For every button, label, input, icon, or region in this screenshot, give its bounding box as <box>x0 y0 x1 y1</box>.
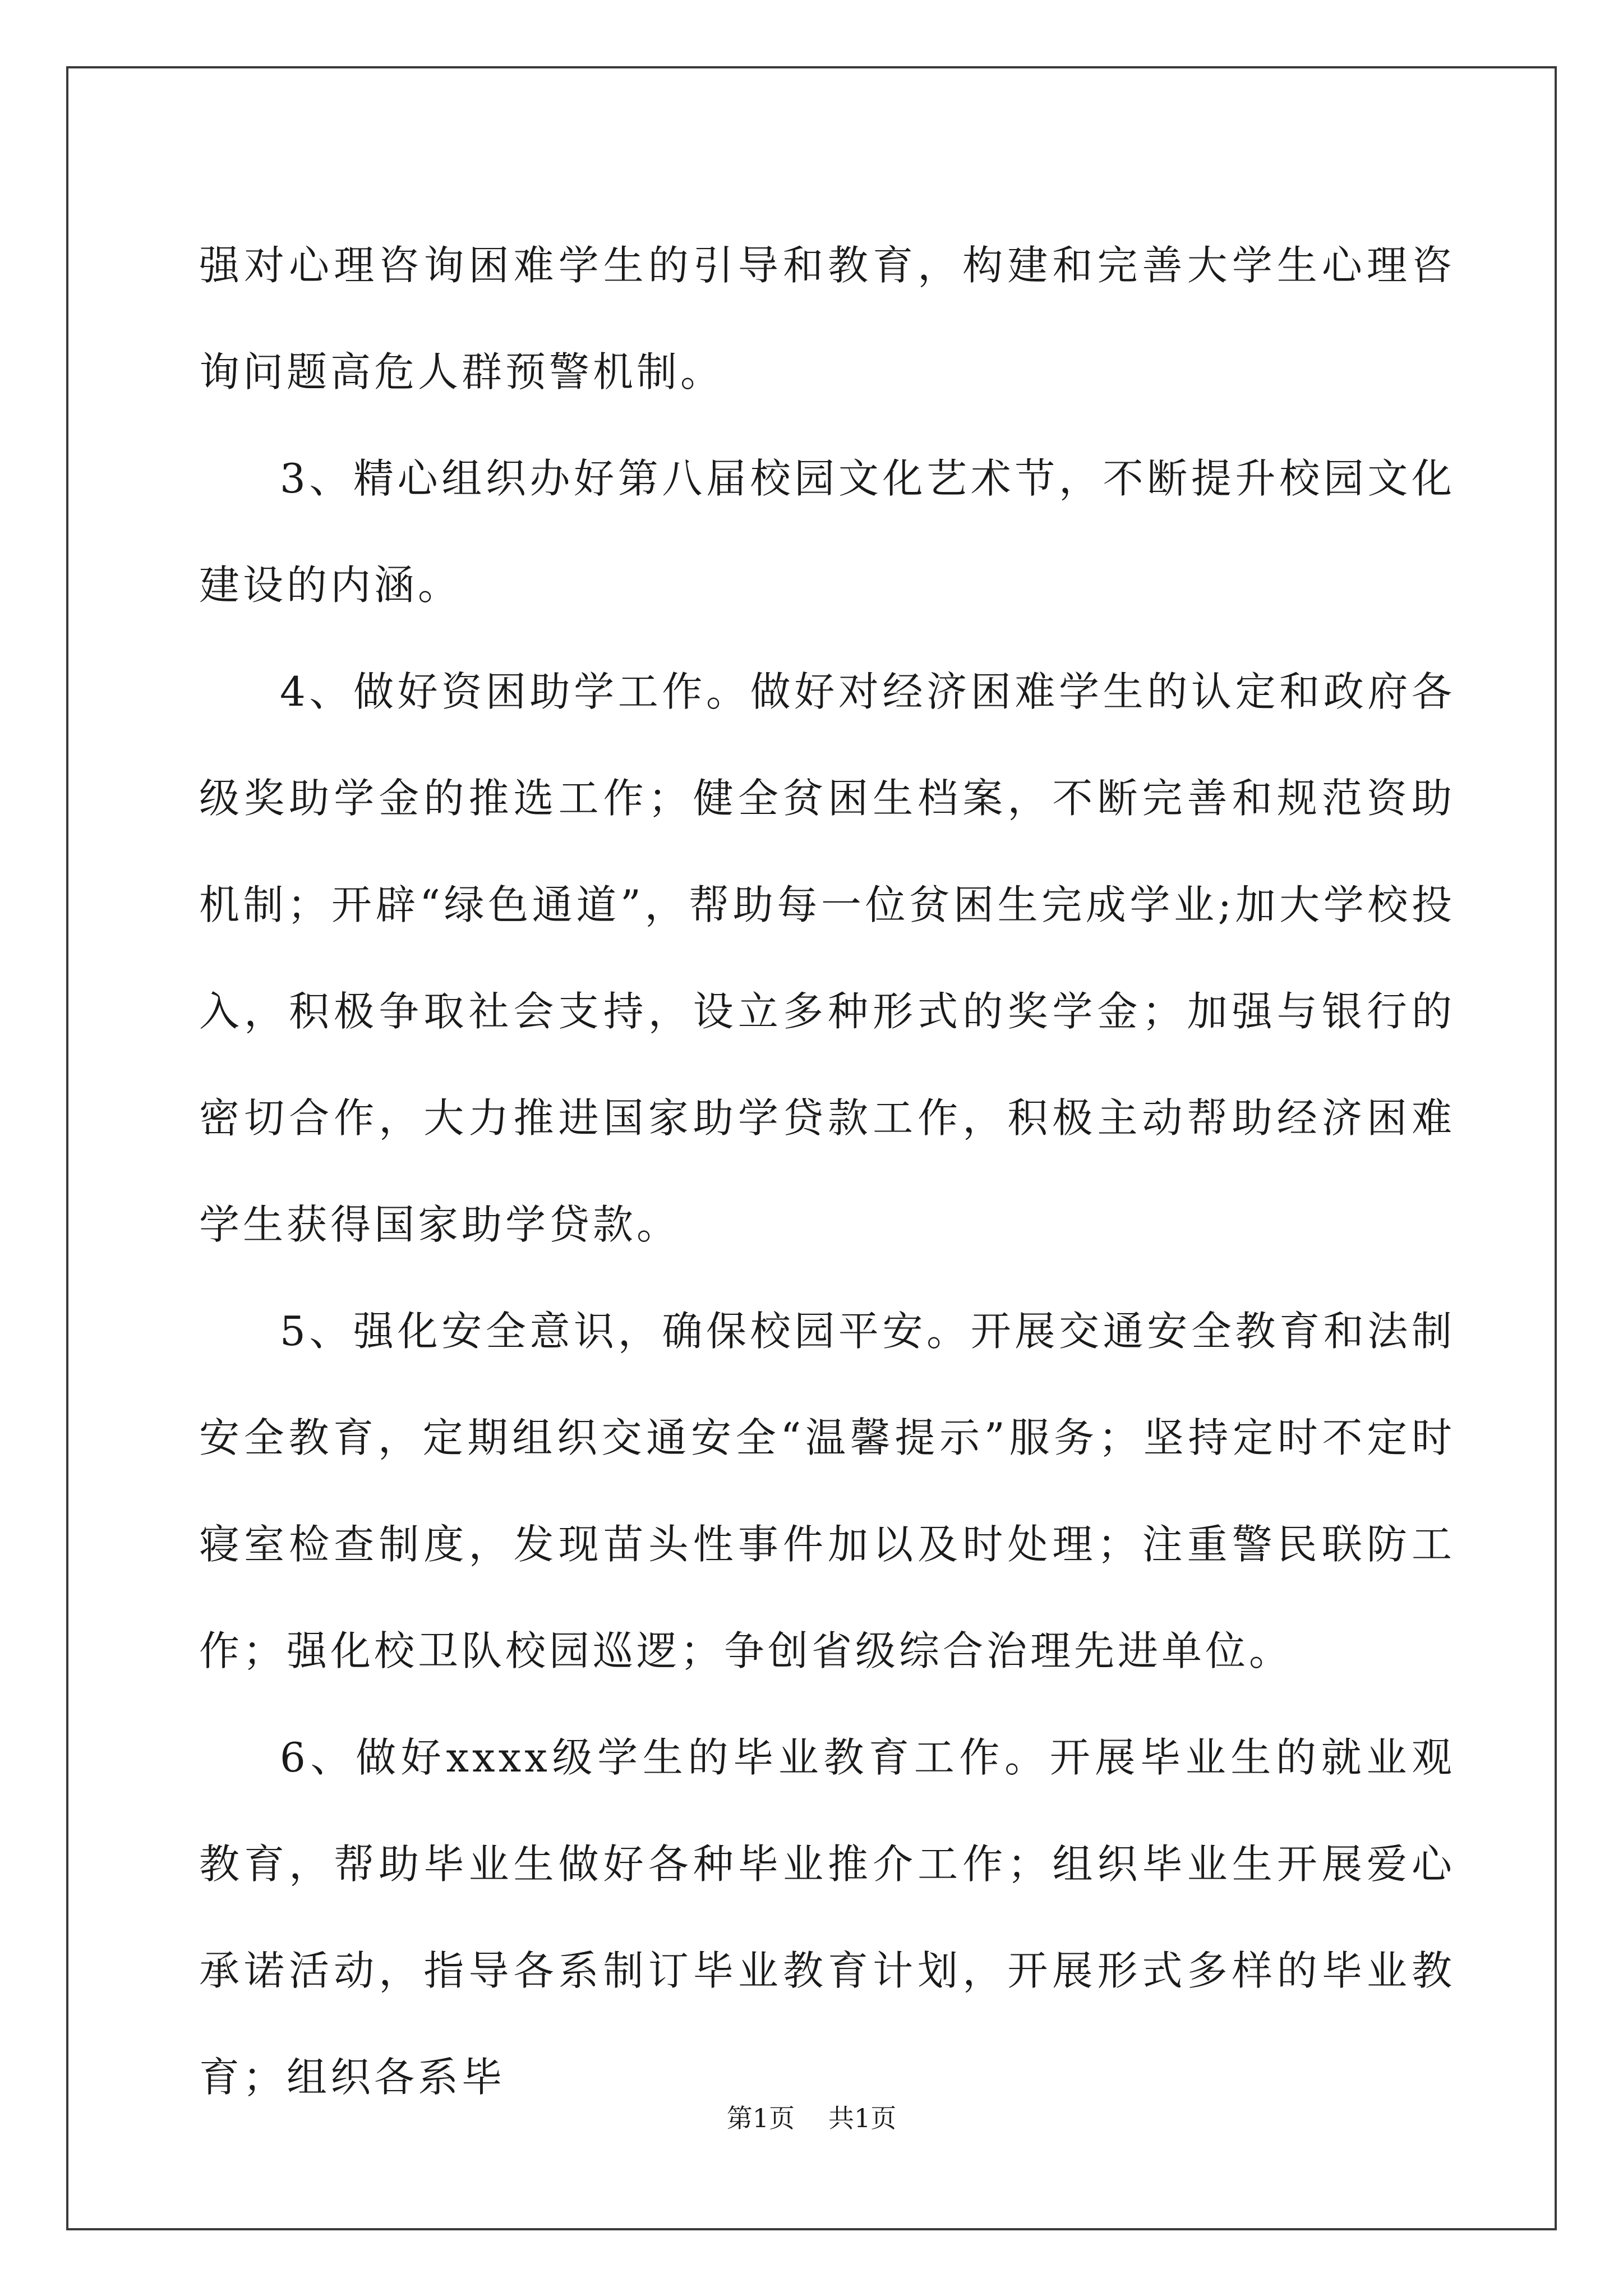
page-total-label: 共1页 <box>828 2103 897 2133</box>
paragraph-item-6: 6、做好xxxx级学生的毕业教育工作。开展毕业生的就业观教育，帮助毕业生做好各种毕业推介工作；组织毕业生开展爱心承诺活动，指导各系制订毕业教育计划，开展形式多样的毕业教育；组织各系毕 <box>199 1734 1455 2101</box>
paragraph-item-4: 4、做好资困助学工作。做好对经济困难学生的认定和政府各级奖助学金的推选工作；健全贫困生档案，不断完善和规范资助机制；开辟“绿色通道”，帮助每一位贫困生完成学业;加大学校投入，积极争取社会支持，设立多种形式的奖学金；加强与银行的密切合作，大力推进国家助学贷款工作，积极主动帮助经济困难学生获得国家助学贷款。 <box>199 668 1455 1248</box>
paragraph-item-5: 5、强化安全意识，确保校园平安。开展交通安全教育和法制安全教育，定期组织交通安全“温馨提示”服务；坚持定时不定时寝室检查制度，发现苗头性事件加以及时处理；注重警民联防工作；强化校卫队校园巡逻；争创省级综合治理先进单位。 <box>199 1308 1455 1674</box>
page-number-label: 第1页 <box>726 2103 795 2133</box>
paragraph-continuation: 强对心理咨询困难学生的引导和教育，构建和完善大学生心理咨询问题高危人群预警机制。 <box>199 242 1455 395</box>
paragraph-item-3: 3、精心组织办好第八届校园文化艺术节，不断提升校园文化建设的内涵。 <box>199 455 1455 609</box>
document-body <box>199 212 1455 2131</box>
page-footer <box>0 2098 1623 2135</box>
